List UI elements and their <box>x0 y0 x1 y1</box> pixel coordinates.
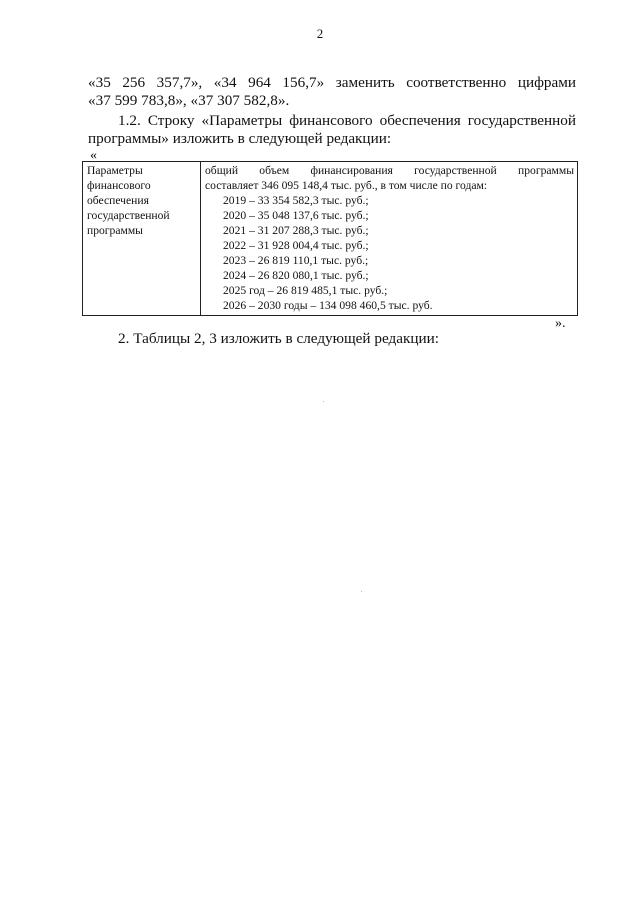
table-row <box>83 162 578 316</box>
parameter-value-cell <box>201 162 578 316</box>
paragraph-3: 2. Таблицы 2, 3 изложить в следующей редакции: <box>118 330 439 347</box>
paragraph-2-line-1: 1.2. Строку «Параметры финансового обеспечения государственной <box>118 112 576 129</box>
opening-quote: « <box>90 148 97 163</box>
year-financing-line: 2025 год – 26 819 485,1 тыс. руб.; <box>223 284 388 297</box>
page-number: 2 <box>316 26 324 41</box>
paragraph-1-line-2: «37 599 783,8», «37 307 582,8». <box>88 92 290 109</box>
paragraph-2-line-2: программы» изложить в следующей редакции: <box>88 130 392 147</box>
year-financing-line: 2024 – 26 820 080,1 тыс. руб.; <box>223 269 369 282</box>
closing-quote: ». <box>555 316 566 331</box>
total-financing-line-1: общий объем финансирования государственной программы <box>205 164 574 177</box>
label-line: государственной <box>87 209 170 222</box>
year-financing-line: 2019 – 33 354 582,3 тыс. руб.; <box>223 194 369 207</box>
year-financing-line: 2022 – 31 928 004,4 тыс. руб.; <box>223 239 369 252</box>
scan-speck <box>323 401 324 402</box>
year-financing-line: 2026 – 2030 годы – 134 098 460,5 тыс. руб. <box>223 299 433 312</box>
label-line: программы <box>87 224 143 237</box>
scan-speck <box>361 591 362 592</box>
label-line: обеспечения <box>87 194 149 207</box>
financing-parameters-table <box>82 161 578 316</box>
label-line: Параметры <box>87 164 143 177</box>
year-financing-line: 2023 – 26 819 110,1 тыс. руб.; <box>223 254 369 267</box>
label-line: финансового <box>87 179 151 192</box>
year-financing-line: 2020 – 35 048 137,6 тыс. руб.; <box>223 209 369 222</box>
paragraph-1-line-1: «35 256 357,7», «34 964 156,7» заменить соответственно цифрами <box>88 74 576 91</box>
total-financing-line-2: составляет 346 095 148,4 тыс. руб., в том числе по годам: <box>205 179 488 192</box>
parameter-label-cell <box>83 162 201 316</box>
year-financing-line: 2021 – 31 207 288,3 тыс. руб.; <box>223 224 369 237</box>
